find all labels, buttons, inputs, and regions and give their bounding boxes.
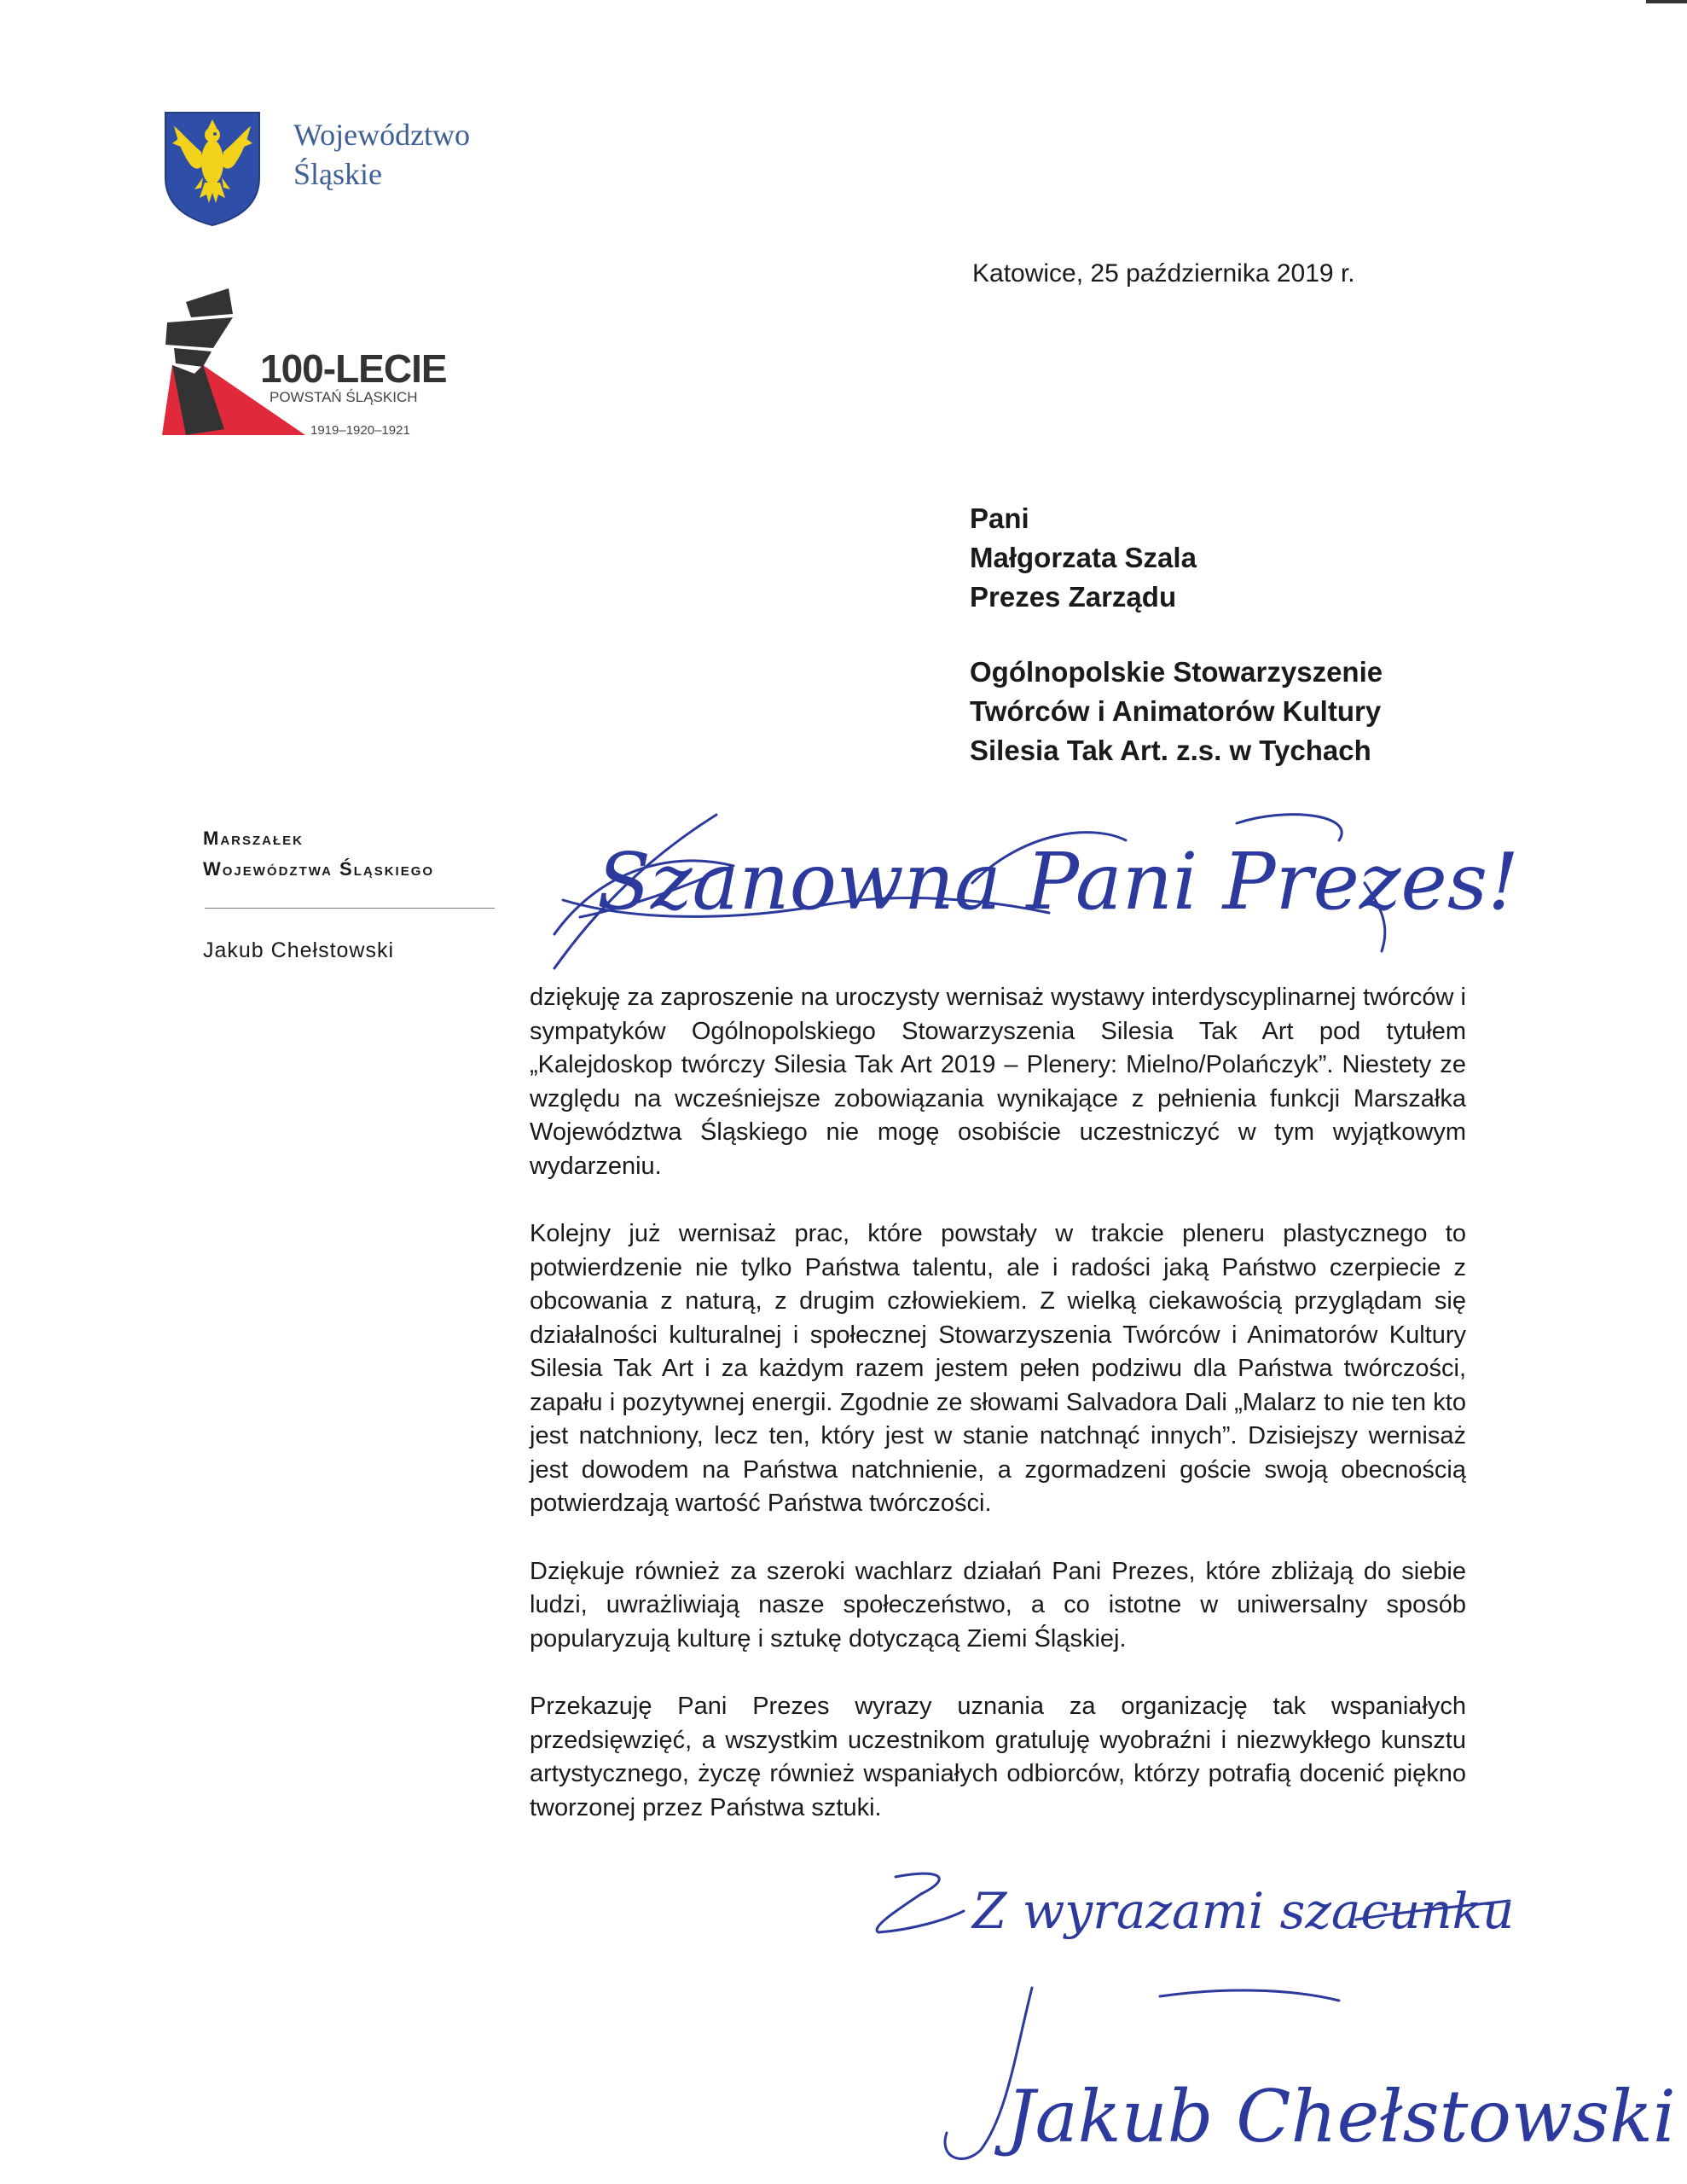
addressee-block	[970, 499, 1197, 617]
handwritten-salutation	[546, 806, 1520, 977]
region-name	[293, 115, 470, 194]
sender-title	[203, 823, 434, 885]
addressee-line1: Pani	[970, 502, 1029, 534]
anniversary-logo-subtitle: POWSTAŃ ŚLĄSKICH	[270, 389, 418, 405]
silesian-eagle-crest-icon	[162, 109, 263, 229]
body-paragraph-1: dziękuję za zaproszenie na uroczysty wernisaż wystawy interdyscyplinarnej twórców i sympatyków Ogólnopolskiego Stowarzyszenia Silesia Tak Art pod tytułem „Kalejdoskop twórczy Silesia Tak Art 2019 – Plenery: Mielno/Polańczyk”. Niestety ze względu na wcześniejsze zobowiązania wynikające z pełnienia funkcji Marszałka Województwa Śląskiego nie mogę osobiście uczestniczyć w tym wyjątkowym wydarzeniu.	[530, 984, 1466, 1180]
letter-body	[530, 981, 1466, 1859]
region-name-line2: Śląskie	[293, 157, 382, 191]
sender-title-line2: Województwa Śląskiego	[203, 858, 435, 880]
closing-text: Z wyrazami szacunku	[972, 1882, 1515, 1940]
anniversary-logo-title: 100-LECIE	[260, 346, 447, 391]
body-paragraph-2: Kolejny już wernisaż prac, które powstały w trakcie pleneru plastycznego to potwierdzenie nie tylko Państwa talentu, ale i radości jaką Państwo czerpiecie z obcowania z naturą, z drugim człowiekiem. Z wielką ciekawością przyglądam się działalności kulturalnej i społecznej Stowarzyszenia Twórców i Animatorów Kultury Silesia Tak Art i za każdym razem jestem pełen podziwu dla Państwa twórczości, zapału i pozytywnej energii. Zgodnie ze słowami Salvadora Dali „Malarz to nie ten kto jest natchniony, lecz ten, który jest w stanie natchnąć innych”. Dzisiejszy wernisaż jest dowodem na Państwa natchnienie, a zgormadzeni goście swoją obecnością potwierdzają wartość Państwa twórczości.	[530, 1220, 1466, 1517]
organization-line3: Silesia Tak Art. z.s. w Tychach	[970, 735, 1371, 766]
anniversary-logo-years: 1919–1920–1921	[310, 423, 410, 438]
letter-date: Katowice, 25 października 2019 r.	[972, 259, 1355, 288]
salutation-text: Szanowna Pani Prezes!	[597, 836, 1520, 927]
sender-name: Jakub Chełstowski	[203, 938, 395, 962]
sender-title-line1: Marszałek	[203, 828, 304, 849]
body-paragraph-4: Przekazuję Pani Prezes wyrazy uznania za organizację tak wspaniałych przedsięwzięć, a wszystkim uczestnikom gratuluję wyobraźni i niezwykłego kunsztu artystycznego, życzę również wspaniałych odbiorców, którzy potrafią docenić piękno tworzonej przez Państwa sztuki.	[530, 1693, 1466, 1821]
organization-line2: Twórców i Animatorów Kultury	[970, 695, 1382, 727]
sender-divider	[205, 908, 495, 909]
signature-text: Jakub Chełstowski	[1006, 2075, 1676, 2158]
body-paragraph-3: Dziękuje również za szeroki wachlarz działań Pani Prezes, które zbliżają do siebie ludzi, uwrażliwiają nasze społeczeństwo, a co istotne w uniwersalny sposób popularyzują kulturę i sztukę dotyczącą Ziemi Śląskiej.	[530, 1557, 1466, 1653]
addressee-name: Małgorzata Szala	[970, 542, 1197, 573]
addressee-position: Prezes Zarządu	[970, 581, 1177, 613]
organization-block	[970, 653, 1383, 770]
scan-edge-mark	[1646, 0, 1687, 3]
handwritten-closing-signature	[861, 1860, 1676, 2175]
organization-line1: Ogólnopolskie Stowarzyszenie	[970, 656, 1383, 688]
region-name-line1: Województwo	[293, 118, 471, 152]
